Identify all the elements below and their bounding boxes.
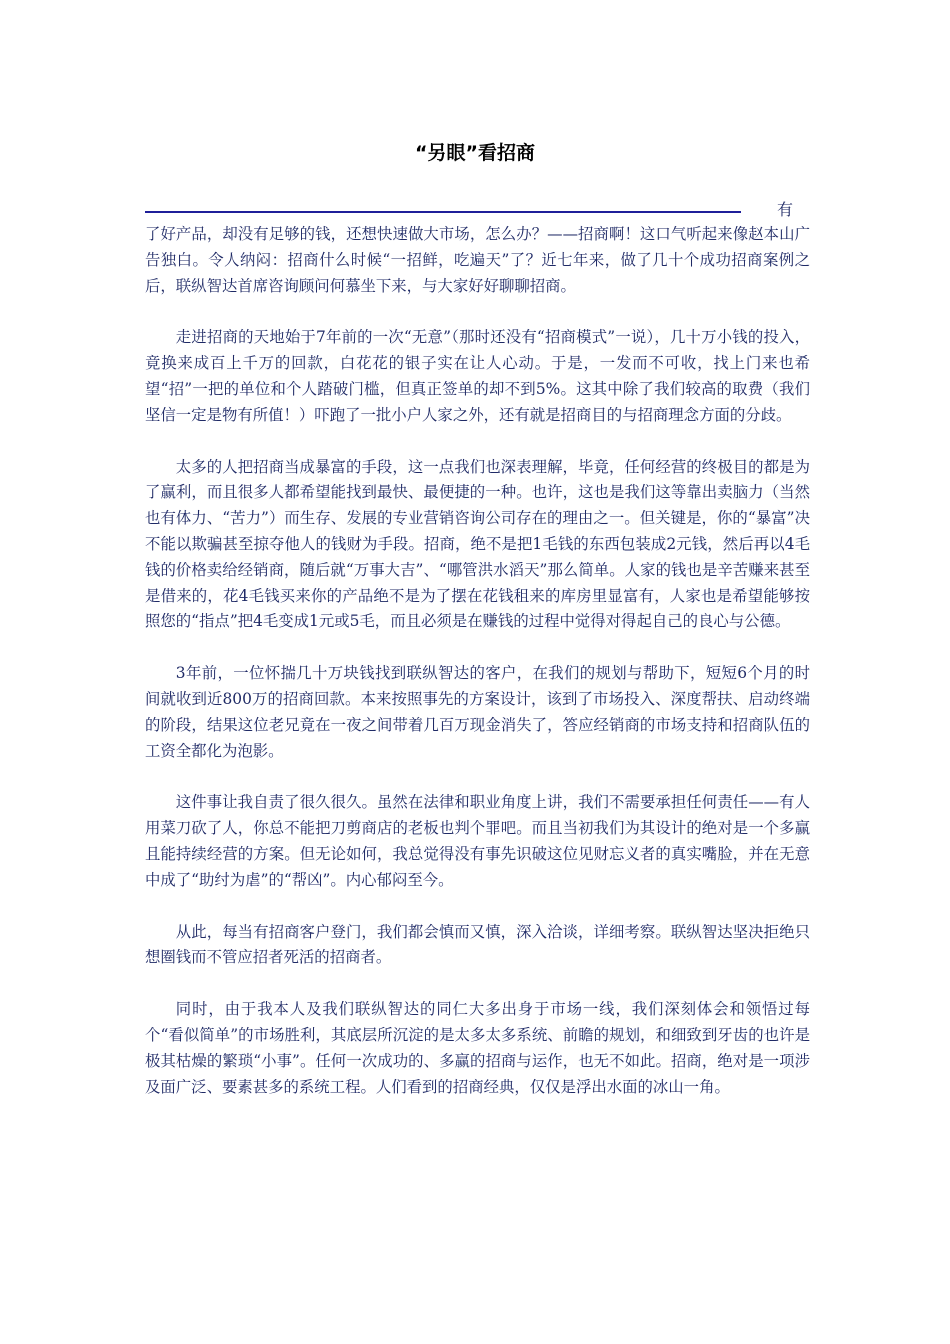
paragraph-5: 这件事让我自责了很久很久。虽然在法律和职业角度上讲，我们不需要承担任何责任——有人用菜刀砍了人，你总不能把刀剪商店的老板也判个罪吧。而且当初我们为其设计的绝对是一个多赢且能持续经营的方案。但无论如何，我总觉得没有事先识破这位见财忘义者的真实嘴脸，并在无意中成了“助纣为虐”的“帮凶”。内心郁闷至今。 [145,793,810,889]
paragraph-6: 从此，每当有招商客户登门，我们都会慎而又慎，深入洽谈，详细考察。联纵智达坚决拒绝只想圈钱而不管应招者死活的招商者。 [145,922,810,967]
document-title: “另眼”看招商 [415,142,535,164]
lead-word: 有 [777,200,794,219]
title-underline-rule [145,211,741,213]
paragraph-7: 同时，由于我本人及我们联纵智达的同仁大多出身于市场一线，我们深刻体会和领悟过每个“看似简单”的市场胜利，其底层所沉淀的是太多太多系统、前瞻的规划，和细致到牙齿的也许是极其枯燥的繁琐“小事”。任何一次成功的、多赢的招商与运作，也无不如此。招商，绝对是一项涉及面广泛、要素甚多的系统工程。人们看到的招商经典，仅仅是浮出水面的冰山一角。 [145,1000,810,1096]
article-body [145,222,810,1126]
paragraph-2: 走进招商的天地始于7年前的一次“无意”（那时还没有“招商模式”一说），几十万小钱的投入，竟换来成百上千万的回款，白花花的银子实在让人心动。于是，一发而不可收，找上门来也希望“招”一把的单位和个人踏破门槛，但真正签单的却不到5%。这其中除了我们较高的取费（我们坚信一定是物有所值！）吓跑了一批小户人家之外，还有就是招商目的与招商理念方面的分歧。 [145,328,810,424]
paragraph-1: 了好产品，却没有足够的钱，还想快速做大市场，怎么办？——招商啊！这口气听起来像赵本山广告独白。令人纳闷：招商什么时候“一招鲜，吃遍天”了？近七年来，做了几十个成功招商案例之后，联纵智达首席咨询顾问何慕坐下来，与大家好好聊聊招商。 [145,225,810,295]
paragraph-4: 3年前，一位怀揣几十万块钱找到联纵智达的客户，在我们的规划与帮助下，短短6个月的时间就收到近800万的招商回款。本来按照事先的方案设计，该到了市场投入、深度帮扶、启动终端的阶段，结果这位老兄竟在一夜之间带着几百万现金消失了，答应经销商的市场支持和招商队伍的工资全都化为泡影。 [145,664,810,760]
paragraph-3: 太多的人把招商当成暴富的手段，这一点我们也深表理解，毕竟，任何经营的终极目的都是为了赢利，而且很多人都希望能找到最快、最便捷的一种。也许，这也是我们这等靠出卖脑力（当然也有体力、“苦力”）而生存、发展的专业营销咨询公司存在的理由之一。但关键是，你的“暴富”决不能以欺骗甚至掠夺他人的钱财为手段。招商，绝不是把1毛钱的东西包装成2元钱，然后再以4毛钱的价格卖给经销商，随后就“万事大吉”、“哪管洪水滔天”那么简单。人家的钱也是辛苦赚来甚至是借来的，花4毛钱买来你的产品绝不是为了摆在花钱租来的库房里显富有，人家也是希望能够按照您的“指点”把4毛变成1元或5毛，而且必须是在赚钱的过程中觉得对得起自己的良心与公德。 [145,457,810,631]
